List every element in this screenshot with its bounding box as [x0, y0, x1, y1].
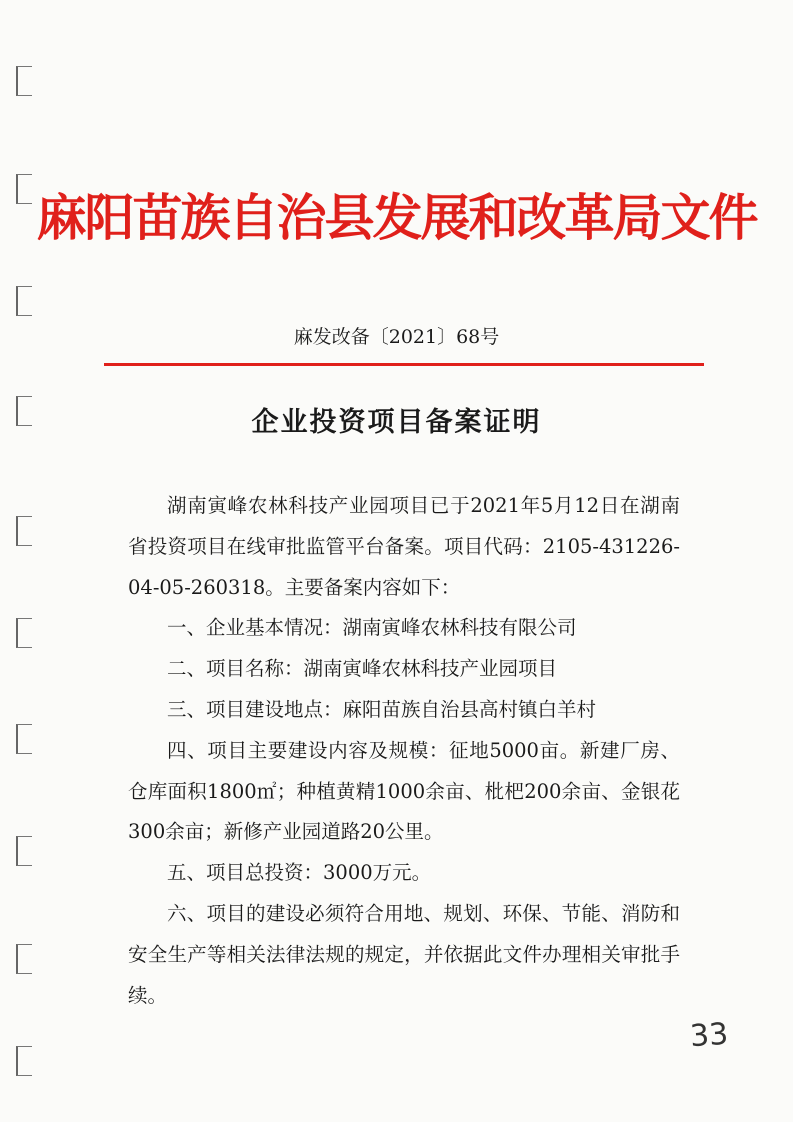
- binding-hole: [16, 516, 32, 546]
- document-body: [128, 486, 680, 1016]
- binding-hole: [16, 724, 32, 754]
- document-title: 企业投资项目备案证明: [251, 407, 542, 438]
- binding-hole: [16, 836, 32, 866]
- paragraph-investment: 五、项目总投资：3000万元。: [167, 861, 432, 885]
- paragraph-scope: 四、项目主要建设内容及规模：征地5000亩。新建厂房、仓库面积1800㎡；种植黄精1000余亩、枇杷200余亩、金银花300余亩；新修产业园道路20公里。: [128, 738, 680, 844]
- agency-header-title: 麻阳苗族自治县发展和改革局文件: [36, 189, 757, 247]
- handwritten-page-number: 33: [688, 1016, 730, 1055]
- paragraph-compliance: 六、项目的建设必须符合用地、规划、环保、节能、消防和安全生产等相关法律法规的规定，并依据此文件办理相关审批手续。: [128, 901, 680, 1007]
- paragraph-project-name: 二、项目名称：湖南寅峰农林科技产业园项目: [167, 657, 558, 681]
- paragraph-intro: 湖南寅峰农林科技产业园项目已于2021年5月12日在湖南省投资项目在线审批监管平台备案。项目代码：2105-431226-04-05-260318。主要备案内容如下：: [128, 494, 680, 599]
- paragraph-location: 三、项目建设地点：麻阳苗族自治县高村镇白羊村: [167, 697, 597, 721]
- document-number: 麻发改备〔2021〕68号: [293, 326, 500, 348]
- binding-hole: [16, 618, 32, 648]
- paragraph-company: 一、企业基本情况：湖南寅峰农林科技有限公司: [167, 616, 577, 640]
- binding-hole: [16, 1046, 32, 1076]
- binding-hole: [16, 286, 32, 316]
- red-separator-line: [104, 363, 704, 366]
- binding-hole: [16, 944, 32, 974]
- binding-hole: [16, 66, 32, 96]
